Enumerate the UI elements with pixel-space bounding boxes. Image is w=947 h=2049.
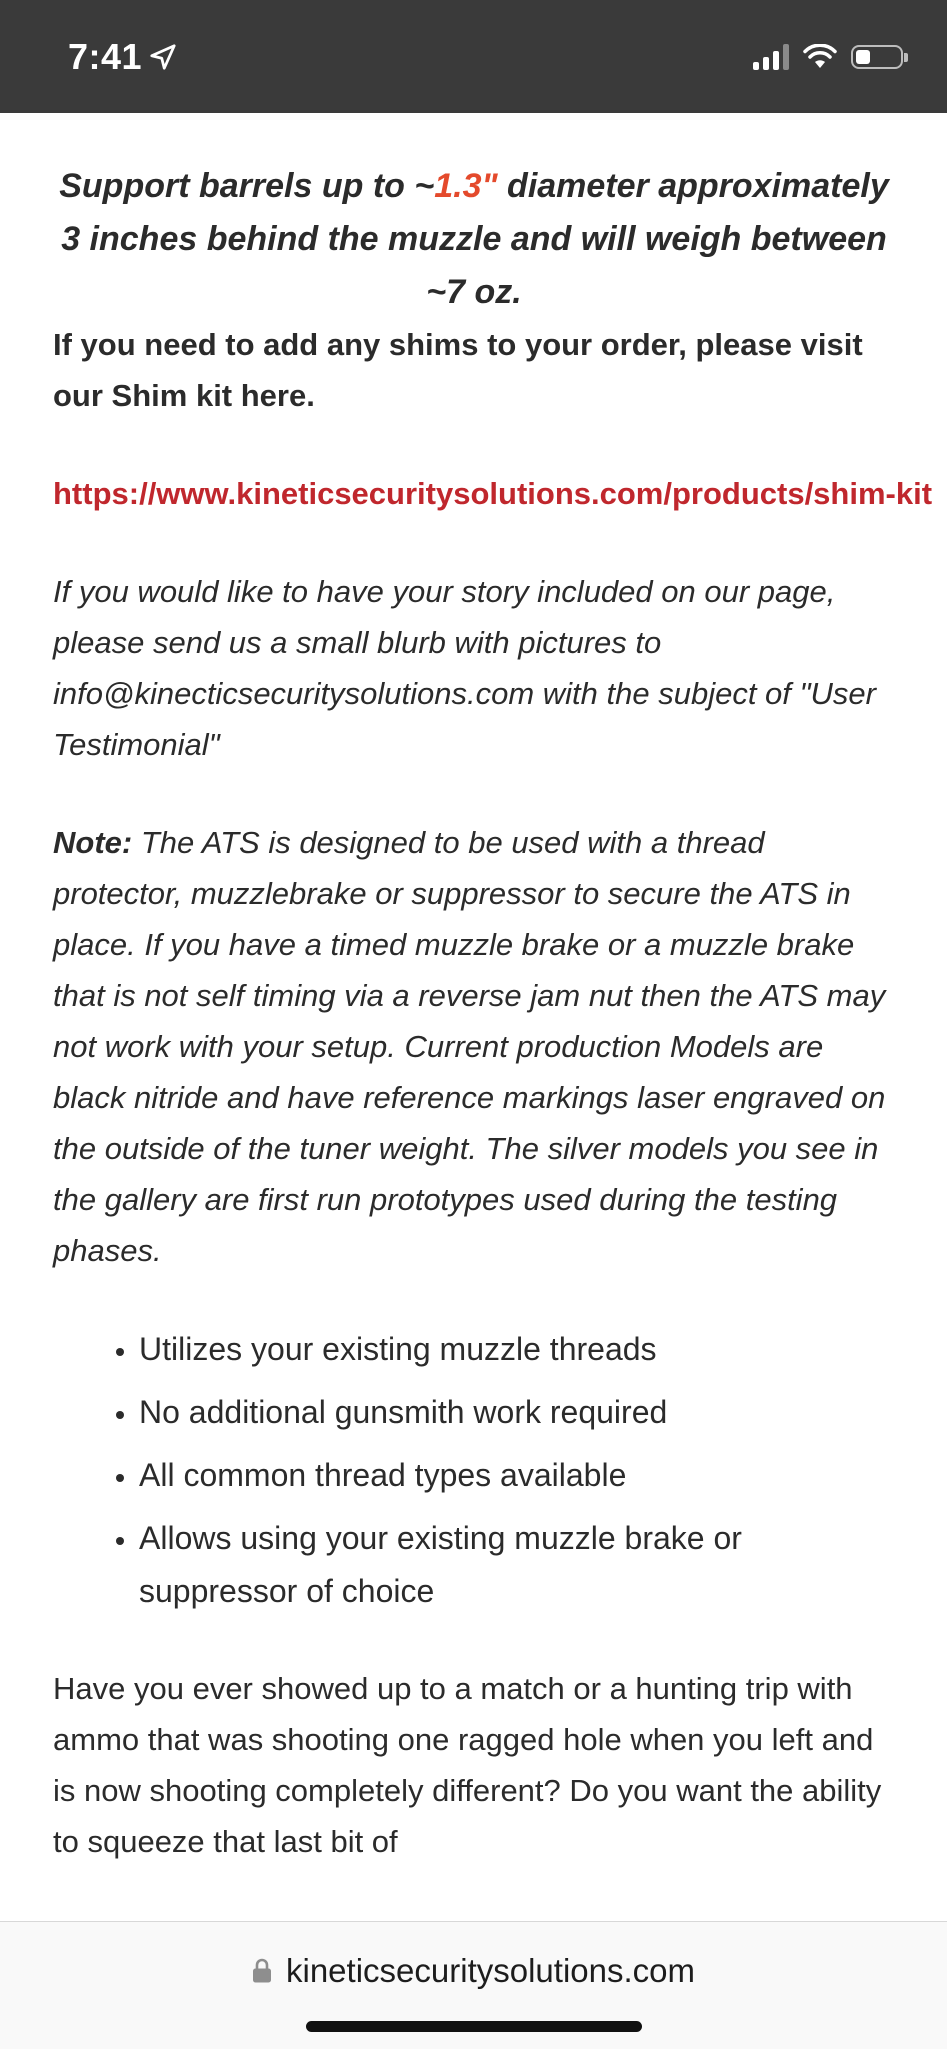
note-label: Note: — [53, 825, 133, 860]
shim-kit-link[interactable]: https://www.kineticsecuritysolutions.com/products/shim-kit — [53, 476, 933, 511]
list-item: • Allows using your existing muzzle brake or suppressor of choice — [139, 1512, 895, 1618]
wifi-icon — [803, 44, 837, 70]
note-text: The ATS is designed to be used with a thread protector, muzzlebrake or suppressor to secure the ATS in place. If you have a timed muzzle brake or a muzzle brake that is not self timing via a reverse jam nut then the ATS may not work with your setup. Current production Models are black nitride and have reference markings laser engraved on the outside of the tuner weight. The silver models you see in the gallery are first run prototypes used during the testing phases. — [53, 825, 886, 1268]
diameter-value: 1.3" — [434, 167, 498, 205]
feature-list — [53, 1323, 895, 1618]
status-bar — [0, 0, 947, 113]
home-indicator[interactable] — [306, 2021, 642, 2032]
signal-icon — [753, 44, 789, 70]
browser-address-bar[interactable] — [0, 1921, 947, 2049]
list-item: • No additional gunsmith work required — [139, 1386, 895, 1439]
note-paragraph — [53, 817, 895, 1276]
lock-icon — [252, 1958, 272, 1984]
url-display[interactable] — [0, 1952, 947, 1990]
product-description — [53, 160, 933, 1867]
clock: 7:41 — [68, 36, 143, 77]
testimonial-request: If you would like to have your story included on our page, please send us a small blurb with pictures to info@kinecticsecuritysolutions.com with the subject of "User Testimonial" — [53, 574, 876, 762]
status-time — [68, 36, 178, 78]
location-arrow-icon — [148, 42, 178, 72]
status-icons — [753, 44, 903, 70]
battery-icon — [851, 45, 903, 69]
shim-kit-text: If you need to add any shims to your order, please visit our Shim kit here. — [53, 327, 863, 413]
list-item: • Utilizes your existing muzzle threads — [139, 1323, 895, 1376]
list-item: • All common thread types available — [139, 1449, 895, 1502]
barrel-support-headline: Support barrels up to ~1.3" diameter approximately 3 inches behind the muzzle and will weigh between ~7 oz. — [59, 167, 889, 311]
url-text[interactable]: kineticsecuritysolutions.com — [286, 1952, 695, 1989]
pitch-paragraph: Have you ever showed up to a match or a hunting trip with ammo that was shooting one ragged hole when you left and is now shooting completely different? Do you want the ability to squeeze that last bit of — [53, 1671, 882, 1859]
